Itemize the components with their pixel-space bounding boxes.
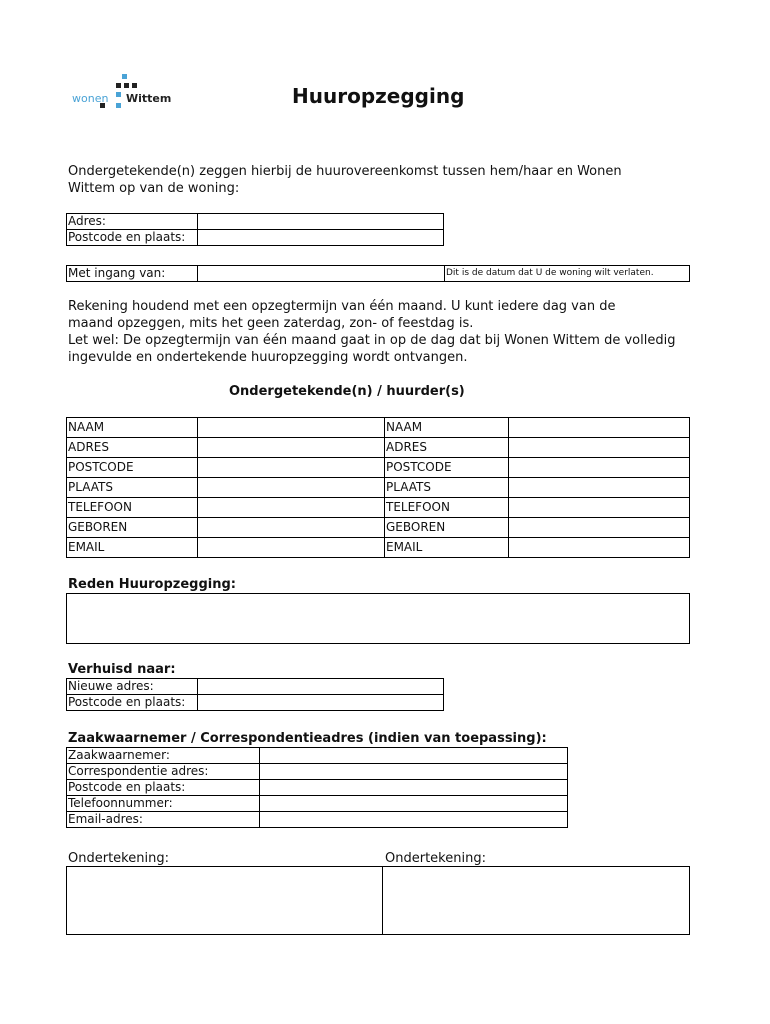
zaakwaarnemer-table <box>66 747 568 828</box>
ingang-table <box>66 265 690 282</box>
table-row <box>67 796 568 812</box>
logo-word-wonen: wonen <box>72 92 109 105</box>
huurder-2-label: EMAIL <box>385 538 509 558</box>
verhuisd-table <box>66 678 444 711</box>
huurder-1-field[interactable] <box>198 418 385 438</box>
zaakwaarnemer-field[interactable] <box>260 812 568 828</box>
table-row <box>67 538 690 558</box>
zaakwaarnemer-label: Email-adres: <box>67 812 260 828</box>
rules-line: maand opzeggen, mits het geen zaterdag, zon- of feestdag is. <box>68 316 474 331</box>
huurder-1-field[interactable] <box>198 458 385 478</box>
table-row <box>67 764 568 780</box>
postcode-label: Postcode en plaats: <box>67 230 198 246</box>
huurder-2-field[interactable] <box>509 478 690 498</box>
zaakwaarnemer-label: Correspondentie adres: <box>67 764 260 780</box>
huurder-2-field[interactable] <box>509 518 690 538</box>
huurder-1-field[interactable] <box>198 538 385 558</box>
rules-line: ingevulde en ondertekende huuropzegging wordt ontvangen. <box>68 350 468 365</box>
verhuisd-postcode-label: Postcode en plaats: <box>67 695 198 711</box>
huurders-table <box>66 417 690 558</box>
logo-word-wittem: Wittem <box>126 92 172 105</box>
table-row <box>67 812 568 828</box>
table-row <box>67 518 690 538</box>
ingang-note: Dit is de datum dat U de woning wilt verlaten. <box>445 266 690 282</box>
page-title: Huuropzegging <box>292 84 465 108</box>
reden-field[interactable] <box>66 593 690 644</box>
huurder-1-label: POSTCODE <box>67 458 198 478</box>
huurder-2-field[interactable] <box>509 458 690 478</box>
intro-line: Ondergetekende(n) zeggen hierbij de huurovereenkomst tussen hem/haar en Wonen <box>68 164 622 179</box>
zaakwaarnemer-label: Zaakwaarnemer: <box>67 748 260 764</box>
zaakwaarnemer-field[interactable] <box>260 780 568 796</box>
zaakwaarnemer-label: Postcode en plaats: <box>67 780 260 796</box>
huurder-2-label: ADRES <box>385 438 509 458</box>
ingang-field[interactable] <box>198 266 445 282</box>
huurder-1-field[interactable] <box>198 518 385 538</box>
verhuisd-postcode-field[interactable] <box>198 695 444 711</box>
nieuwe-adres-label: Nieuwe adres: <box>67 679 198 695</box>
huurder-1-label: GEBOREN <box>67 518 198 538</box>
logo-square-icon <box>116 103 121 108</box>
address-table <box>66 213 444 246</box>
zaakwaarnemer-heading: Zaakwaarnemer / Correspondentieadres (indien van toepassing): <box>68 731 547 746</box>
rules-line: Rekening houdend met een opzegtermijn van één maand. U kunt iedere dag van de <box>68 299 616 314</box>
ingang-label: Met ingang van: <box>67 266 198 282</box>
huurder-2-field[interactable] <box>509 418 690 438</box>
huurder-2-label: POSTCODE <box>385 458 509 478</box>
huurder-1-label: NAAM <box>67 418 198 438</box>
huurder-1-field[interactable] <box>198 478 385 498</box>
rules-text <box>68 298 675 366</box>
zaakwaarnemer-label: Telefoonnummer: <box>67 796 260 812</box>
huurders-heading: Ondergetekende(n) / huurder(s) <box>229 384 465 399</box>
table-row <box>67 478 690 498</box>
reden-heading: Reden Huuropzegging: <box>68 577 236 592</box>
huurder-1-field[interactable] <box>198 438 385 458</box>
adres-field[interactable] <box>198 214 444 230</box>
ondertekening-right-label: Ondertekening: <box>385 851 486 866</box>
zaakwaarnemer-field[interactable] <box>260 748 568 764</box>
huurder-2-label: GEBOREN <box>385 518 509 538</box>
huurder-2-label: TELEFOON <box>385 498 509 518</box>
table-row <box>67 498 690 518</box>
intro-text <box>68 163 622 197</box>
logo-square-icon <box>116 83 121 88</box>
signature-field-right[interactable] <box>382 866 690 935</box>
table-row <box>67 418 690 438</box>
table-row <box>67 780 568 796</box>
huurder-2-field[interactable] <box>509 538 690 558</box>
table-row <box>67 458 690 478</box>
adres-label: Adres: <box>67 214 198 230</box>
zaakwaarnemer-field[interactable] <box>260 764 568 780</box>
nieuwe-adres-field[interactable] <box>198 679 444 695</box>
verhuisd-heading: Verhuisd naar: <box>68 662 176 677</box>
postcode-field[interactable] <box>198 230 444 246</box>
rules-line: Let wel: De opzegtermijn van één maand gaat in op de dag dat bij Wonen Wittem de volledig <box>68 333 676 348</box>
logo-square-icon <box>116 92 121 97</box>
table-row <box>67 438 690 458</box>
huurder-2-label: NAAM <box>385 418 509 438</box>
logo-square-icon <box>132 83 137 88</box>
huurder-1-label: TELEFOON <box>67 498 198 518</box>
logo-square-icon <box>124 83 129 88</box>
table-row <box>67 748 568 764</box>
zaakwaarnemer-field[interactable] <box>260 796 568 812</box>
logo <box>72 72 192 112</box>
huurder-1-label: PLAATS <box>67 478 198 498</box>
huurder-2-field[interactable] <box>509 498 690 518</box>
signature-field-left[interactable] <box>66 866 383 935</box>
huurder-1-label: EMAIL <box>67 538 198 558</box>
huurder-1-field[interactable] <box>198 498 385 518</box>
huurder-2-field[interactable] <box>509 438 690 458</box>
huurder-2-label: PLAATS <box>385 478 509 498</box>
ondertekening-left-label: Ondertekening: <box>68 851 169 866</box>
huurder-1-label: ADRES <box>67 438 198 458</box>
logo-square-icon <box>122 74 127 79</box>
intro-line: Wittem op van de woning: <box>68 181 240 196</box>
